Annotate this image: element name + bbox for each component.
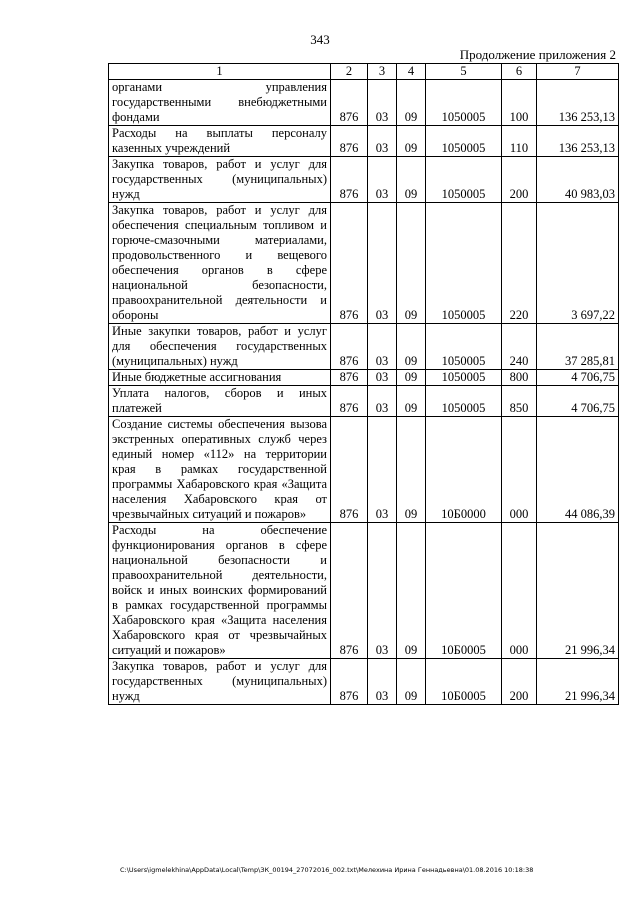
ministry-code: 876 (331, 417, 368, 523)
table-row (109, 523, 619, 659)
subsection-code: 09 (397, 659, 426, 705)
expense-type-code: 200 (502, 659, 537, 705)
expense-type-code: 220 (502, 203, 537, 324)
target-code: 1050005 (426, 386, 502, 417)
table-row (109, 659, 619, 705)
amount: 136 253,13 (537, 80, 619, 126)
row-name: Создание системы обеспечения вызова экстренных оперативных служб через единый номер «112» на территории края в рамках государственной программы Хабаровского края «Защита населения Хабаровского края от чрезвычайных ситуаций и пожаров» (109, 417, 331, 523)
row-name: Расходы на выплаты персоналу казенных учреждений (109, 126, 331, 157)
budget-table (108, 63, 619, 705)
section-code: 03 (368, 80, 397, 126)
column-header: 4 (397, 64, 426, 80)
ministry-code: 876 (331, 659, 368, 705)
row-name: Иные бюджетные ассигнования (109, 370, 331, 386)
footer-file-path: C:\Users\igmelekhina\AppData\Local\Temp\ЗК_00194_27072016_002.txt\Мелехина Ирина Геннадьевна\01.08.2016 10:18:38 (120, 866, 534, 874)
row-name: Иные закупки товаров, работ и услуг для обеспечения государственных (муниципальных) нужд (109, 324, 331, 370)
table-row (109, 203, 619, 324)
target-code: 10Б0005 (426, 523, 502, 659)
subsection-code: 09 (397, 203, 426, 324)
column-header: 5 (426, 64, 502, 80)
subsection-code: 09 (397, 324, 426, 370)
column-header: 1 (109, 64, 331, 80)
target-code: 1050005 (426, 370, 502, 386)
row-name: Уплата налогов, сборов и иных платежей (109, 386, 331, 417)
subsection-code: 09 (397, 417, 426, 523)
section-code: 03 (368, 417, 397, 523)
expense-type-code: 240 (502, 324, 537, 370)
amount: 40 983,03 (537, 157, 619, 203)
column-header: 3 (368, 64, 397, 80)
section-code: 03 (368, 659, 397, 705)
expense-type-code: 200 (502, 157, 537, 203)
expense-type-code: 850 (502, 386, 537, 417)
section-code: 03 (368, 157, 397, 203)
row-name: Расходы на обеспечение функционирования органов в сфере национальной безопасности и правоохранительной деятельности, войск и иных воинских формирований в рамках государственной программы Хабаровского края «Защита населения Хабаровского края от чрезвычайных ситуаций и пожаров» (109, 523, 331, 659)
target-code: 1050005 (426, 203, 502, 324)
subsection-code: 09 (397, 386, 426, 417)
subsection-code: 09 (397, 523, 426, 659)
section-code: 03 (368, 370, 397, 386)
ministry-code: 876 (331, 126, 368, 157)
target-code: 1050005 (426, 126, 502, 157)
column-header: 7 (537, 64, 619, 80)
ministry-code: 876 (331, 523, 368, 659)
expense-type-code: 000 (502, 417, 537, 523)
ministry-code: 876 (331, 386, 368, 417)
expense-type-code: 110 (502, 126, 537, 157)
amount: 21 996,34 (537, 523, 619, 659)
target-code: 1050005 (426, 80, 502, 126)
ministry-code: 876 (331, 157, 368, 203)
subsection-code: 09 (397, 80, 426, 126)
table-row (109, 324, 619, 370)
section-code: 03 (368, 203, 397, 324)
amount: 44 086,39 (537, 417, 619, 523)
row-name: Закупка товаров, работ и услуг для государственных (муниципальных) нужд (109, 157, 331, 203)
table-row (109, 386, 619, 417)
amount: 21 996,34 (537, 659, 619, 705)
amount: 4 706,75 (537, 370, 619, 386)
section-code: 03 (368, 523, 397, 659)
row-name: Закупка товаров, работ и услуг для обеспечения специальным топливом и горюче-смазочными материалами, продовольственного и вещевого обеспечения органов в сфере национальной безопасности, правоохранительной деятельности и обороны (109, 203, 331, 324)
expense-type-code: 000 (502, 523, 537, 659)
table-row (109, 417, 619, 523)
target-code: 10Б0000 (426, 417, 502, 523)
expense-type-code: 800 (502, 370, 537, 386)
column-header: 6 (502, 64, 537, 80)
subsection-code: 09 (397, 370, 426, 386)
ministry-code: 876 (331, 80, 368, 126)
subsection-code: 09 (397, 157, 426, 203)
page-number: 343 (310, 32, 330, 47)
target-code: 1050005 (426, 157, 502, 203)
amount: 4 706,75 (537, 386, 619, 417)
target-code: 1050005 (426, 324, 502, 370)
ministry-code: 876 (331, 370, 368, 386)
table-row (109, 370, 619, 386)
section-code: 03 (368, 324, 397, 370)
table-row (109, 157, 619, 203)
ministry-code: 876 (331, 203, 368, 324)
column-header: 2 (331, 64, 368, 80)
row-name: Закупка товаров, работ и услуг для государственных (муниципальных) нужд (109, 659, 331, 705)
table-header-row (109, 64, 619, 80)
amount: 3 697,22 (537, 203, 619, 324)
table-row (109, 126, 619, 157)
section-code: 03 (368, 386, 397, 417)
amount: 136 253,13 (537, 126, 619, 157)
amount: 37 285,81 (537, 324, 619, 370)
section-code: 03 (368, 126, 397, 157)
subsection-code: 09 (397, 126, 426, 157)
target-code: 10Б0005 (426, 659, 502, 705)
row-name: органами управления государственными внебюджетными фондами (109, 80, 331, 126)
table-row (109, 80, 619, 126)
ministry-code: 876 (331, 324, 368, 370)
continuation-label: Продолжение приложения 2 (459, 47, 616, 62)
expense-type-code: 100 (502, 80, 537, 126)
